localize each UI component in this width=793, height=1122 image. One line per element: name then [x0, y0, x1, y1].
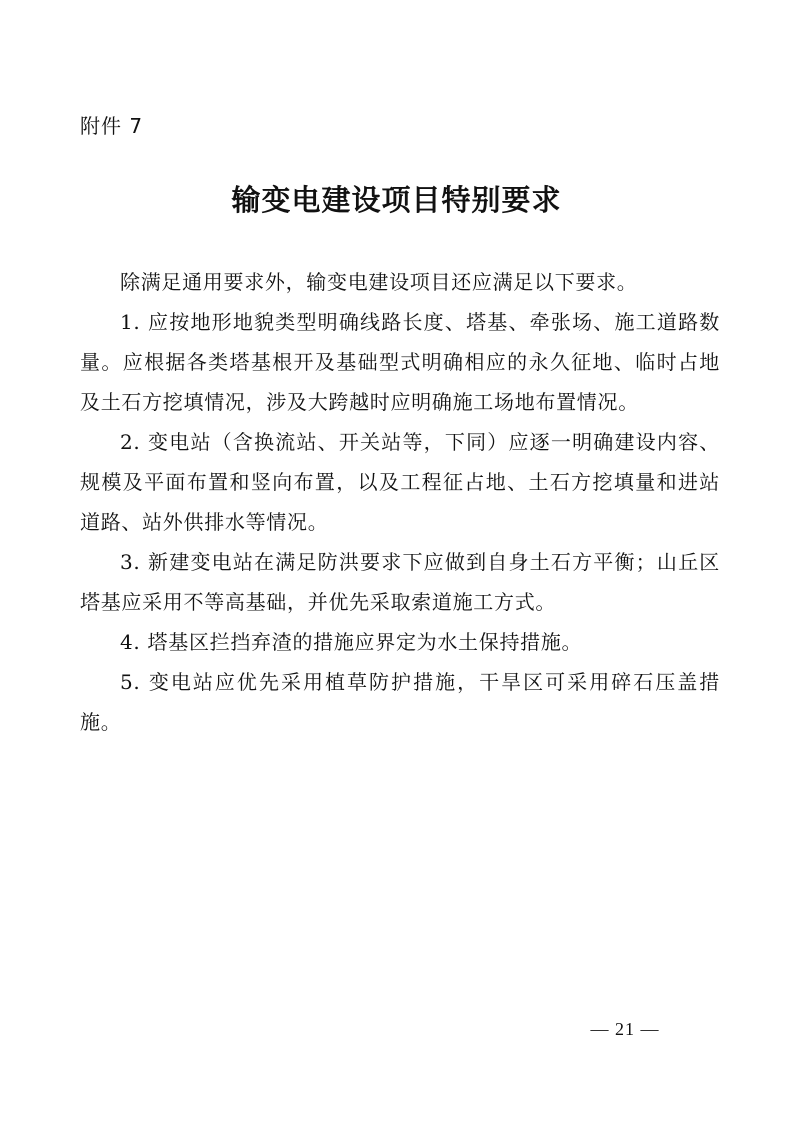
page-number: — 21 —	[590, 1019, 660, 1039]
requirement-2-paragraph: 2. 变电站（含换流站、开关站等，下同）应逐一明确建设内容、规模及平面布置和竖向布置，以及工程征占地、土石方挖填量和进站道路、站外供排水等情况。	[80, 430, 720, 534]
requirement-4-paragraph: 4. 塔基区拦挡弃渣的措施应界定为水土保持措施。	[120, 630, 583, 654]
intro-paragraph: 除满足通用要求外，输变电建设项目还应满足以下要求。	[120, 270, 638, 294]
attachment-label: 附件 7	[80, 114, 144, 138]
document-body	[80, 262, 720, 742]
requirement-5-paragraph: 5. 变电站应优先采用植草防护措施，干旱区可采用碎石压盖措施。	[80, 670, 720, 734]
requirement-1-paragraph: 1. 应按地形地貌类型明确线路长度、塔基、牵张场、施工道路数量。应根据各类塔基根开及基础型式明确相应的永久征地、临时占地及土石方挖填情况，涉及大跨越时应明确施工场地布置情况。	[80, 310, 720, 414]
document-title: 输变电建设项目特别要求	[231, 183, 562, 217]
requirement-3-paragraph: 3. 新建变电站在满足防洪要求下应做到自身土石方平衡；山丘区塔基应采用不等高基础，并优先采取索道施工方式。	[80, 550, 720, 614]
